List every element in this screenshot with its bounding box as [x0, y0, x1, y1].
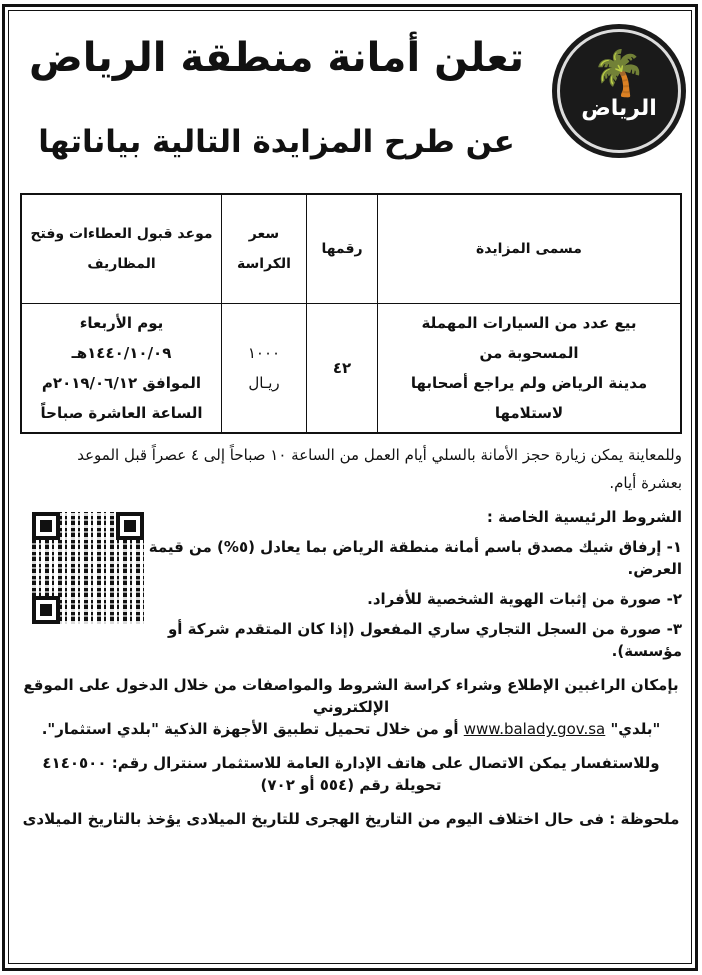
condition-item: ١- إرفاق شيك مصدق باسم أمانة منطقة الرياض بما يعادل (٥%) من قيمة العرض.: [148, 538, 682, 578]
ad-title: تعلن أمانة منطقة الرياض: [28, 35, 525, 81]
table-header-row: [21, 194, 681, 304]
condition-item: ٣- صورة من السجل التجاري ساري المفعول (إذا كان المتقدم شركة أو مؤسسة).: [167, 620, 682, 660]
name-line: بيع عدد من السيارات المهملة المسحوبة من: [421, 314, 637, 362]
purchase-line-1: بإمكان الراغبين الإطلاع وشراء كراسة الشروط والمواصفات من خلال الدخول على الموقع الإلكتروني: [23, 676, 679, 716]
auction-number-cell: ٤٢: [307, 304, 378, 434]
price-cell: [222, 304, 307, 434]
name-line: لاستلامها: [494, 404, 564, 422]
purchase-line-2: [20, 718, 682, 740]
auction-table: [20, 193, 682, 434]
riyadh-municipality-logo: [552, 24, 686, 158]
logo-ring: [557, 29, 681, 153]
table-row: [21, 304, 681, 434]
qr-finder: [32, 596, 60, 624]
balady-website-link[interactable]: www.balady.gov.sa: [463, 720, 606, 738]
date-line: الساعة العاشرة صباحاً: [40, 404, 203, 422]
ad-body: [20, 193, 682, 830]
condition-item: ٢- صورة من إثبات الهوية الشخصية للأفراد.: [367, 590, 682, 608]
palm-swords-emblem-icon: 🌴: [591, 47, 647, 99]
name-line: مدينة الرياض ولم يراجع أصحابها: [410, 374, 648, 392]
qr-code[interactable]: [32, 512, 144, 624]
qr-finder: [32, 512, 60, 540]
conditions-heading: الشروط الرئيسية الخاصة :: [486, 508, 682, 526]
inspection-line-2: بعشرة أيام.: [609, 474, 682, 492]
header-auction-name: مسمى المزايدة: [378, 194, 682, 304]
logo-text: الرياض: [581, 95, 657, 121]
contact-info: وللاستفسار يمكن الاتصال على هاتف الإدارة العامة للاستثمار سنترال رقم: ٤١٤٠٥٠٠ تحويلة رقم (٥٥٤ أو ٧٠٢): [42, 754, 660, 794]
app-text: أو من خلال تحميل تطبيق الأجهزة الذكية "بلدي استثمار".: [41, 720, 459, 738]
note: ملحوظة : فى حال اختلاف اليوم من التاريخ الهجرى للتاريخ الميلادى يؤخذ بالتاريخ الميلادى: [22, 810, 680, 828]
price-amount: ١٠٠٠: [247, 344, 281, 362]
date-cell: [21, 304, 222, 434]
qr-finder: [116, 512, 144, 540]
price-currency: ريـال: [248, 374, 280, 392]
balady-label: "بلدي": [610, 720, 661, 738]
conditions-section: [20, 506, 682, 662]
inspection-line-1: وللمعاينة يمكن زيارة حجز الأمانة بالسلي أيام العمل من الساعة ١٠ صباحاً إلى ٤ عصراً قبل الموعد: [77, 446, 682, 464]
ad-subtitle: عن طرح المزايدة التالية بياناتها: [38, 124, 515, 160]
date-line: يوم الأربعاء ١٤٤٠/١٠/٠٩هـ: [71, 314, 172, 362]
header-date: موعد قبول العطاءات وفتح المظاريف: [21, 194, 222, 304]
date-line: الموافق ٢٠١٩/٠٦/١٢م: [41, 374, 202, 392]
header-price: سعر الكراسة: [222, 194, 307, 304]
auction-name-cell: [378, 304, 682, 434]
header-number: رقمها: [307, 194, 378, 304]
